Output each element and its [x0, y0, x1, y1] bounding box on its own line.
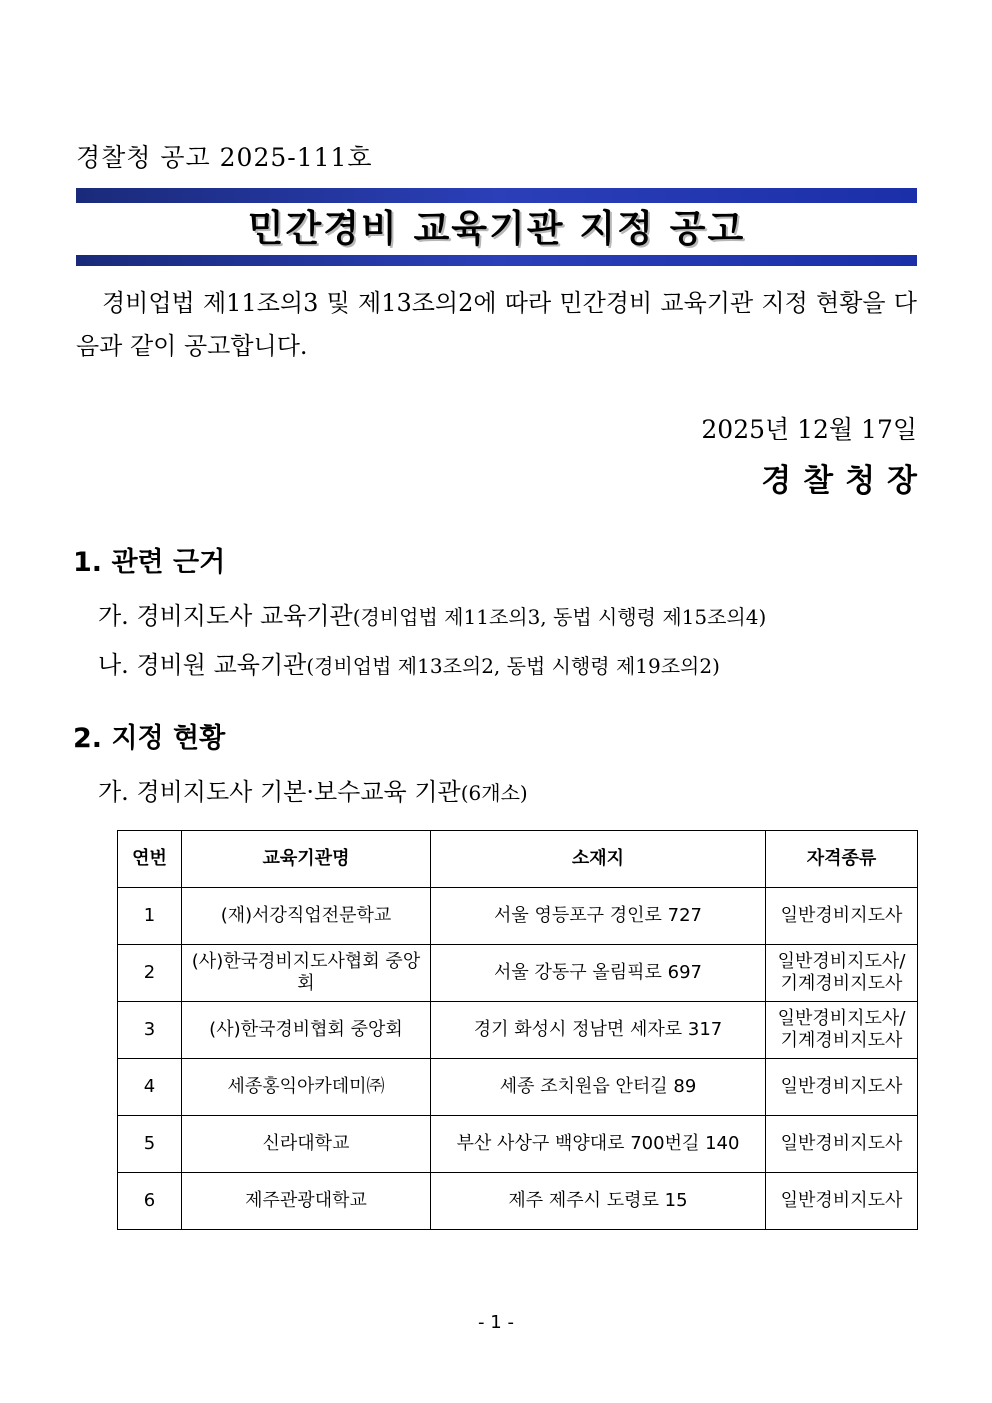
cell-type: 일반경비지도사: [766, 1059, 918, 1116]
header-location: 소재지: [431, 831, 766, 888]
signer-name: 경찰청장: [761, 463, 929, 499]
title-band-top: [76, 188, 917, 203]
cell-location: 서울 강동구 올림픽로 697: [431, 945, 766, 1002]
cell-type: 일반경비지도사: [766, 1116, 918, 1173]
cell-type: 일반경비지도사/ 기계경비지도사: [766, 1002, 918, 1059]
cell-no: 2: [118, 945, 182, 1002]
table-row: [118, 945, 918, 1002]
cell-type: 일반경비지도사/ 기계경비지도사: [766, 945, 918, 1002]
cell-no: 3: [118, 1002, 182, 1059]
title-band-bottom: [76, 255, 917, 266]
document-title: 민간경비 교육기관 지정 공고: [247, 207, 746, 250]
intro-text: 경비업법 제11조의3 및 제13조의2에 따라 민간경비 교육기관 지정 현황을 다음과 같이 공고합니다.: [76, 289, 917, 360]
table-header-row: [118, 831, 918, 888]
item-detail: (경비업법 제13조의2, 동법 시행령 제19조의2): [306, 654, 720, 678]
item-label: 나. 경비원 교육기관: [98, 651, 307, 679]
cell-no: 1: [118, 888, 182, 945]
cell-no: 4: [118, 1059, 182, 1116]
cell-name: 신라대학교: [182, 1116, 431, 1173]
cell-name: (재)서강직업전문학교: [182, 888, 431, 945]
section-2-title: 2. 지정 현황: [73, 723, 226, 754]
table-row: [118, 1116, 918, 1173]
cell-name: 제주관광대학교: [182, 1173, 431, 1230]
table-row: [118, 1002, 918, 1059]
intro-paragraph: [76, 282, 917, 368]
cell-location: 서울 영등포구 경인로 727: [431, 888, 766, 945]
cell-location: 경기 화성시 정남면 세자로 317: [431, 1002, 766, 1059]
announcement-date: 2025년 12월 17일: [701, 415, 917, 444]
header-type: 자격종류: [766, 831, 918, 888]
section-1-item-a: [98, 596, 766, 631]
cell-location: 부산 사상구 백양대로 700번길 140: [431, 1116, 766, 1173]
item-detail: (경비업법 제11조의3, 동법 시행령 제15조의4): [352, 605, 767, 629]
section-1-item-b: [98, 645, 720, 680]
section-2-item-a: [98, 772, 528, 807]
table-row: [118, 888, 918, 945]
cell-type: 일반경비지도사: [766, 888, 918, 945]
cell-location: 제주 제주시 도령로 15: [431, 1173, 766, 1230]
cell-name: (사)한국경비협회 중앙회: [182, 1002, 431, 1059]
item-label: 가. 경비지도사 기본·보수교육 기관: [98, 778, 461, 806]
cell-location: 세종 조치원읍 안터길 89: [431, 1059, 766, 1116]
item-label: 가. 경비지도사 교육기관: [98, 602, 353, 630]
header-no: 연번: [118, 831, 182, 888]
institution-table: [117, 830, 918, 1230]
item-detail: (6개소): [460, 781, 528, 805]
cell-name: 세종홍익아카데미㈜: [182, 1059, 431, 1116]
cell-no: 5: [118, 1116, 182, 1173]
header-name: 교육기관명: [182, 831, 431, 888]
notice-number: 경찰청 공고 2025-111호: [76, 143, 373, 172]
section-1-title: 1. 관련 근거: [73, 547, 226, 578]
table-row: [118, 1059, 918, 1116]
cell-name: (사)한국경비지도사협회 중앙회: [182, 945, 431, 1002]
page-number: - 1 -: [478, 1312, 514, 1333]
cell-no: 6: [118, 1173, 182, 1230]
table-row: [118, 1173, 918, 1230]
cell-type: 일반경비지도사: [766, 1173, 918, 1230]
